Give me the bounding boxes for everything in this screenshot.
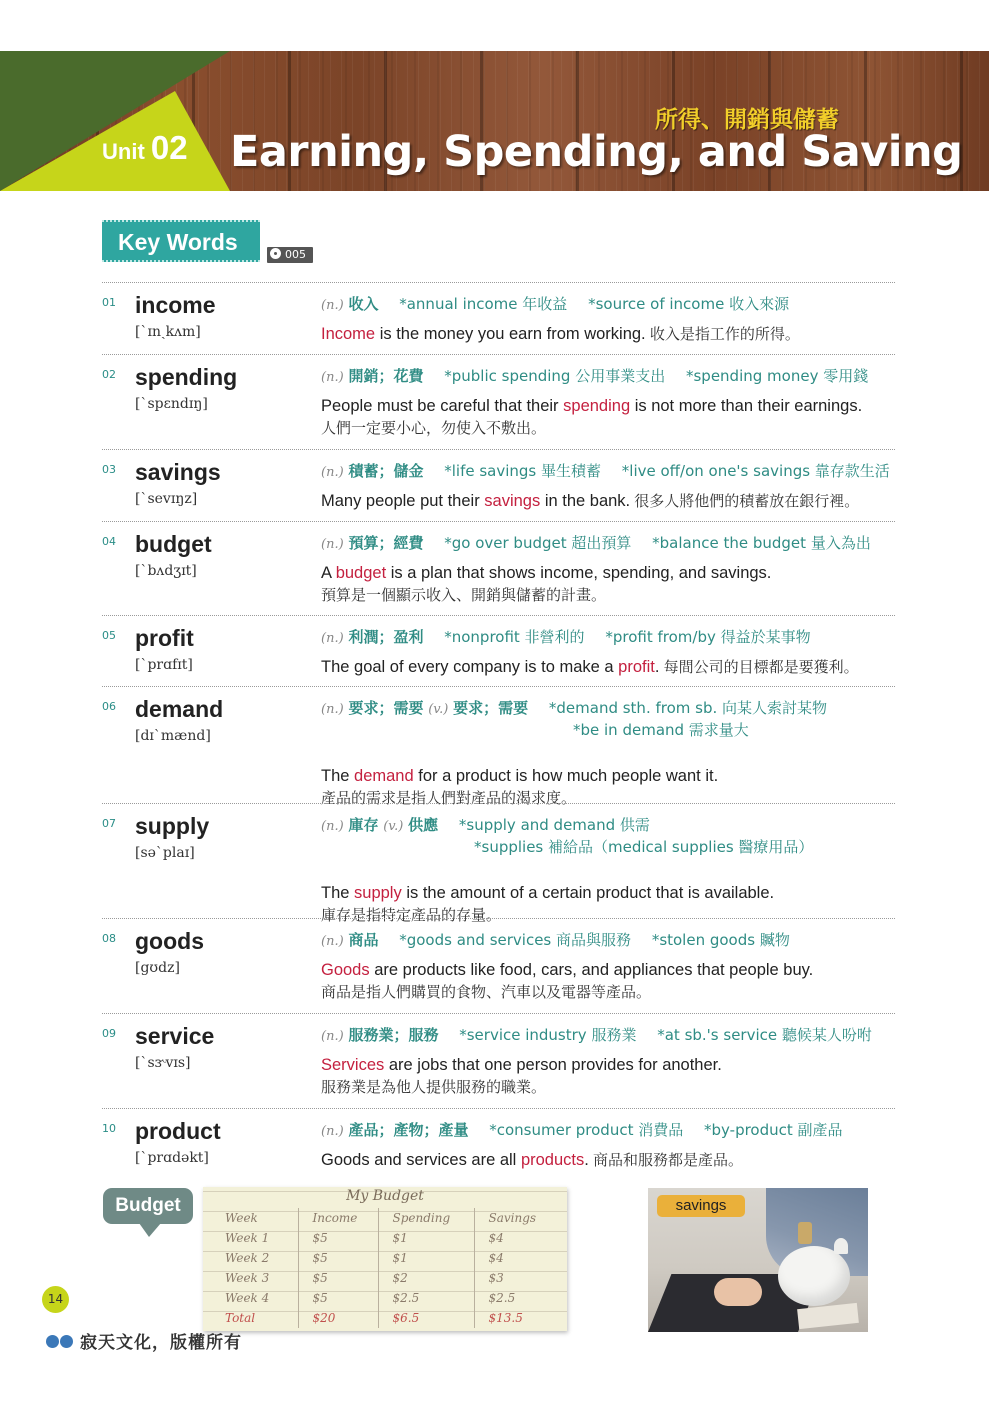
budget-cell: $1 <box>378 1228 474 1248</box>
definition-chinese: 開銷；花費 <box>348 367 424 385</box>
entry-definition <box>321 698 901 720</box>
budget-cell: $3 <box>488 1271 504 1285</box>
budget-row <box>211 1248 563 1268</box>
example-translation: 庫存是指特定產品的存量。 <box>321 906 502 924</box>
example-sentence: Many people put their savings in the bank. 很多人將他們的積蓄放在銀行裡。 <box>321 492 860 510</box>
example-sentence: Goods and services are all products. 商品和服務都是產品。 <box>321 1151 743 1169</box>
budget-sheet-illustration <box>203 1187 567 1331</box>
divider <box>102 449 895 450</box>
entry-number: 07 <box>102 817 116 830</box>
divider <box>102 686 895 687</box>
collocation: *balance the budget 量入為出 <box>652 534 871 552</box>
budget-header-cell: Income <box>298 1208 378 1228</box>
divider <box>102 1013 895 1014</box>
collocation: *at sb.'s service 聽候某人吩咐 <box>657 1026 872 1044</box>
budget-cell: $5 <box>298 1288 378 1308</box>
entry-definition <box>321 366 901 388</box>
entry-definition <box>321 1025 901 1047</box>
budget-row <box>211 1288 563 1308</box>
budget-cell: $5 <box>298 1248 378 1268</box>
budget-cell: Total <box>211 1308 298 1328</box>
budget-cell: $6.5 <box>378 1308 474 1328</box>
budget-speech-tag: Budget <box>103 1188 193 1224</box>
entry-number: 03 <box>102 463 116 476</box>
collocation: *nonprofit 非營利的 <box>444 628 585 646</box>
part-of-speech: (n.) <box>321 298 344 313</box>
unit-number: 02 <box>150 129 188 166</box>
collocation: *service industry 服務業 <box>459 1026 637 1044</box>
budget-cell: $5 <box>298 1228 378 1248</box>
entry-definition <box>321 930 901 952</box>
divider <box>102 615 895 616</box>
budget-cell: $13.5 <box>488 1311 523 1325</box>
example-sentence: Goods are products like food, cars, and appliances that people buy. <box>321 961 814 979</box>
entry-phonetic: [gʊdz] <box>135 960 180 976</box>
budget-row <box>211 1268 563 1288</box>
divider <box>102 1108 895 1109</box>
budget-cell: $20 <box>298 1308 378 1328</box>
part-of-speech: (n.) <box>321 537 344 552</box>
budget-cell: $4 <box>488 1231 504 1245</box>
example-translation: 商品和服務都是產品。 <box>588 1152 743 1169</box>
entry-definition <box>321 1120 901 1142</box>
budget-header-row <box>211 1208 563 1228</box>
example-translation: 很多人將他們的積蓄放在銀行裡。 <box>630 493 860 510</box>
budget-header-cell: Savings <box>488 1211 537 1225</box>
definition-chinese: 庫存 <box>348 816 379 834</box>
collocation: *spending money 零用錢 <box>685 367 869 385</box>
key-words-badge: Key Words <box>102 220 260 262</box>
entry-word: supply <box>135 813 210 839</box>
collocation: *by-product 副產品 <box>704 1121 843 1139</box>
entry-phonetic: [ˋbʌdʒɪt] <box>135 563 197 579</box>
example-translation: 收入是指工作的所得。 <box>645 326 800 343</box>
audio-track-button[interactable] <box>267 247 313 263</box>
divider <box>102 354 895 355</box>
definition-chinese: 商品 <box>348 931 379 949</box>
entry-number: 08 <box>102 932 116 945</box>
entry-word: income <box>135 292 216 318</box>
entry-word: profit <box>135 625 194 651</box>
definition-chinese: 預算；經費 <box>348 534 424 552</box>
entry-phonetic: [ˋspɛndɪŋ] <box>135 396 208 412</box>
unit-prefix: Unit <box>102 139 145 164</box>
definition-chinese: 供應 <box>408 816 439 834</box>
budget-header-cell: Spending <box>378 1208 474 1228</box>
definition-chinese: 服務業；服務 <box>348 1026 439 1044</box>
budget-cell: $5 <box>298 1268 378 1288</box>
entry-number: 10 <box>102 1122 116 1135</box>
publisher-copyright: 寂天文化，版權所有 <box>80 1333 242 1353</box>
collocation: *live off/on one's savings 靠存款生活 <box>621 462 890 480</box>
publisher-logo-icon <box>46 1333 74 1351</box>
entry-definition <box>321 627 901 649</box>
entry-word: budget <box>135 531 212 557</box>
divider <box>102 282 895 283</box>
entry-number: 01 <box>102 296 116 309</box>
entry-phonetic: [ˋsevɪŋz] <box>135 491 198 507</box>
definition-chinese: 要求；需要 <box>453 699 529 717</box>
divider <box>102 918 895 919</box>
entry-phonetic: [ˋɪnˏkʌm] <box>135 324 201 340</box>
part-of-speech: (v.) <box>428 702 449 717</box>
entry-definition <box>321 294 901 316</box>
entry-number: 02 <box>102 368 116 381</box>
cd-icon <box>270 248 281 259</box>
entry-phonetic: [ˋprɑdəkt] <box>135 1150 209 1166</box>
collocation: *goods and services 商品與服務 <box>399 931 632 949</box>
budget-cell: $2.5 <box>378 1288 474 1308</box>
entry-definition <box>321 461 901 483</box>
definition-chinese: 收入 <box>348 295 379 313</box>
entry-number: 04 <box>102 535 116 548</box>
collocation: *go over budget 超出預算 <box>444 534 632 552</box>
money-icon <box>798 1222 812 1244</box>
example-translation: 預算是一個顯示收入、開銷與儲蓄的計畫。 <box>321 586 607 604</box>
example-translation: 商品是指人們購買的食物、汽車以及電器等產品。 <box>321 983 652 1001</box>
definition-chinese: 積蓄；儲金 <box>348 462 424 480</box>
collocation: *public spending 公用事業支出 <box>444 367 666 385</box>
entry-definition <box>321 815 901 837</box>
audio-track-number: 005 <box>285 248 306 261</box>
hand <box>714 1278 762 1306</box>
budget-cell: Week 1 <box>211 1228 298 1248</box>
page-number: 14 <box>42 1286 69 1313</box>
definition-chinese: 要求；需要 <box>348 699 424 717</box>
budget-table <box>211 1208 563 1328</box>
collocation: *demand sth. from sb. 向某人索討某物 <box>548 699 828 717</box>
example-translation: 服務業是為他人提供服務的職業。 <box>321 1078 547 1096</box>
budget-header-cell: Week <box>211 1208 298 1228</box>
piggy-bank-icon <box>778 1246 850 1306</box>
collocation: *profit from/by 得益於某事物 <box>605 628 811 646</box>
collocation: *supplies 補給品（medical supplies 醫療用品） <box>474 838 814 856</box>
budget-sheet-title: My Budget <box>346 1188 424 1204</box>
unit-label <box>102 129 188 167</box>
definition-chinese: 利潤；盈利 <box>348 628 424 646</box>
entry-definition <box>321 533 901 555</box>
part-of-speech: (n.) <box>321 702 344 717</box>
part-of-speech: (n.) <box>321 1029 344 1044</box>
example-translation: 人們一定要小心，勿使入不敷出。 <box>321 419 547 437</box>
unit-banner <box>0 51 989 191</box>
divider <box>102 803 895 804</box>
example-sentence: People must be careful that their spending is not more than their earnings. <box>321 397 863 415</box>
part-of-speech: (n.) <box>321 465 344 480</box>
budget-cell: Week 3 <box>211 1268 298 1288</box>
part-of-speech: (v.) <box>383 819 404 834</box>
example-sentence: The goal of every company is to make a profit. 每間公司的目標都是要獲利。 <box>321 658 859 676</box>
part-of-speech: (n.) <box>321 370 344 385</box>
budget-cell: Week 2 <box>211 1248 298 1268</box>
part-of-speech: (n.) <box>321 819 344 834</box>
publisher-footer <box>46 1328 242 1353</box>
entry-phonetic: [ˋprɑfɪt] <box>135 657 193 673</box>
collocation: *source of income 收入來源 <box>588 295 790 313</box>
budget-cell: $2 <box>378 1268 474 1288</box>
example-sentence: Income is the money you earn from working. 收入是指工作的所得。 <box>321 325 800 343</box>
piggy-bank-ear <box>834 1238 848 1254</box>
collocation: *stolen goods 贓物 <box>651 931 790 949</box>
collocation: *life savings 畢生積蓄 <box>444 462 602 480</box>
example-sentence: Services are jobs that one person provides for another. <box>321 1056 722 1074</box>
entry-phonetic: [səˋplaɪ] <box>135 845 195 861</box>
entry-phonetic: [dɪˋmænd] <box>135 728 211 744</box>
entry-word: savings <box>135 459 221 485</box>
collocation: *be in demand 需求量大 <box>573 721 749 739</box>
entry-word: demand <box>135 696 224 722</box>
savings-photo-tag: savings <box>657 1195 745 1217</box>
budget-row <box>211 1228 563 1248</box>
unit-title-chinese: 所得、開銷與儲蓄 <box>655 107 839 133</box>
budget-cell: $2.5 <box>488 1291 516 1305</box>
collocation: *annual income 年收益 <box>399 295 568 313</box>
budget-cell: $4 <box>488 1251 504 1265</box>
part-of-speech: (n.) <box>321 631 344 646</box>
example-translation: 產品的需求是指人們對產品的渴求度。 <box>321 789 577 807</box>
unit-title: Earning, Spending, and Saving <box>230 127 963 177</box>
entry-number: 06 <box>102 700 116 713</box>
divider <box>102 521 895 522</box>
entry-number: 09 <box>102 1027 116 1040</box>
entry-word: spending <box>135 364 238 390</box>
entry-word: goods <box>135 928 204 954</box>
example-translation: 每間公司的目標都是要獲利。 <box>659 659 859 676</box>
part-of-speech: (n.) <box>321 1124 344 1139</box>
budget-total-row <box>211 1308 563 1328</box>
budget-cell: Week 4 <box>211 1288 298 1308</box>
budget-cell: $1 <box>378 1248 474 1268</box>
entry-word: product <box>135 1118 221 1144</box>
example-sentence: The supply is the amount of a certain product that is available. <box>321 884 775 902</box>
entry-number: 05 <box>102 629 116 642</box>
entry-word: service <box>135 1023 215 1049</box>
example-sentence: A budget is a plan that shows income, spending, and savings. <box>321 564 772 582</box>
part-of-speech: (n.) <box>321 934 344 949</box>
entry-phonetic: [ˋsɝvɪs] <box>135 1055 191 1071</box>
collocation: *supply and demand 供需 <box>458 816 650 834</box>
example-sentence: The demand for a product is how much people want it. <box>321 767 719 785</box>
definition-chinese: 產品；產物；產量 <box>348 1121 469 1139</box>
collocation: *consumer product 消費品 <box>489 1121 684 1139</box>
